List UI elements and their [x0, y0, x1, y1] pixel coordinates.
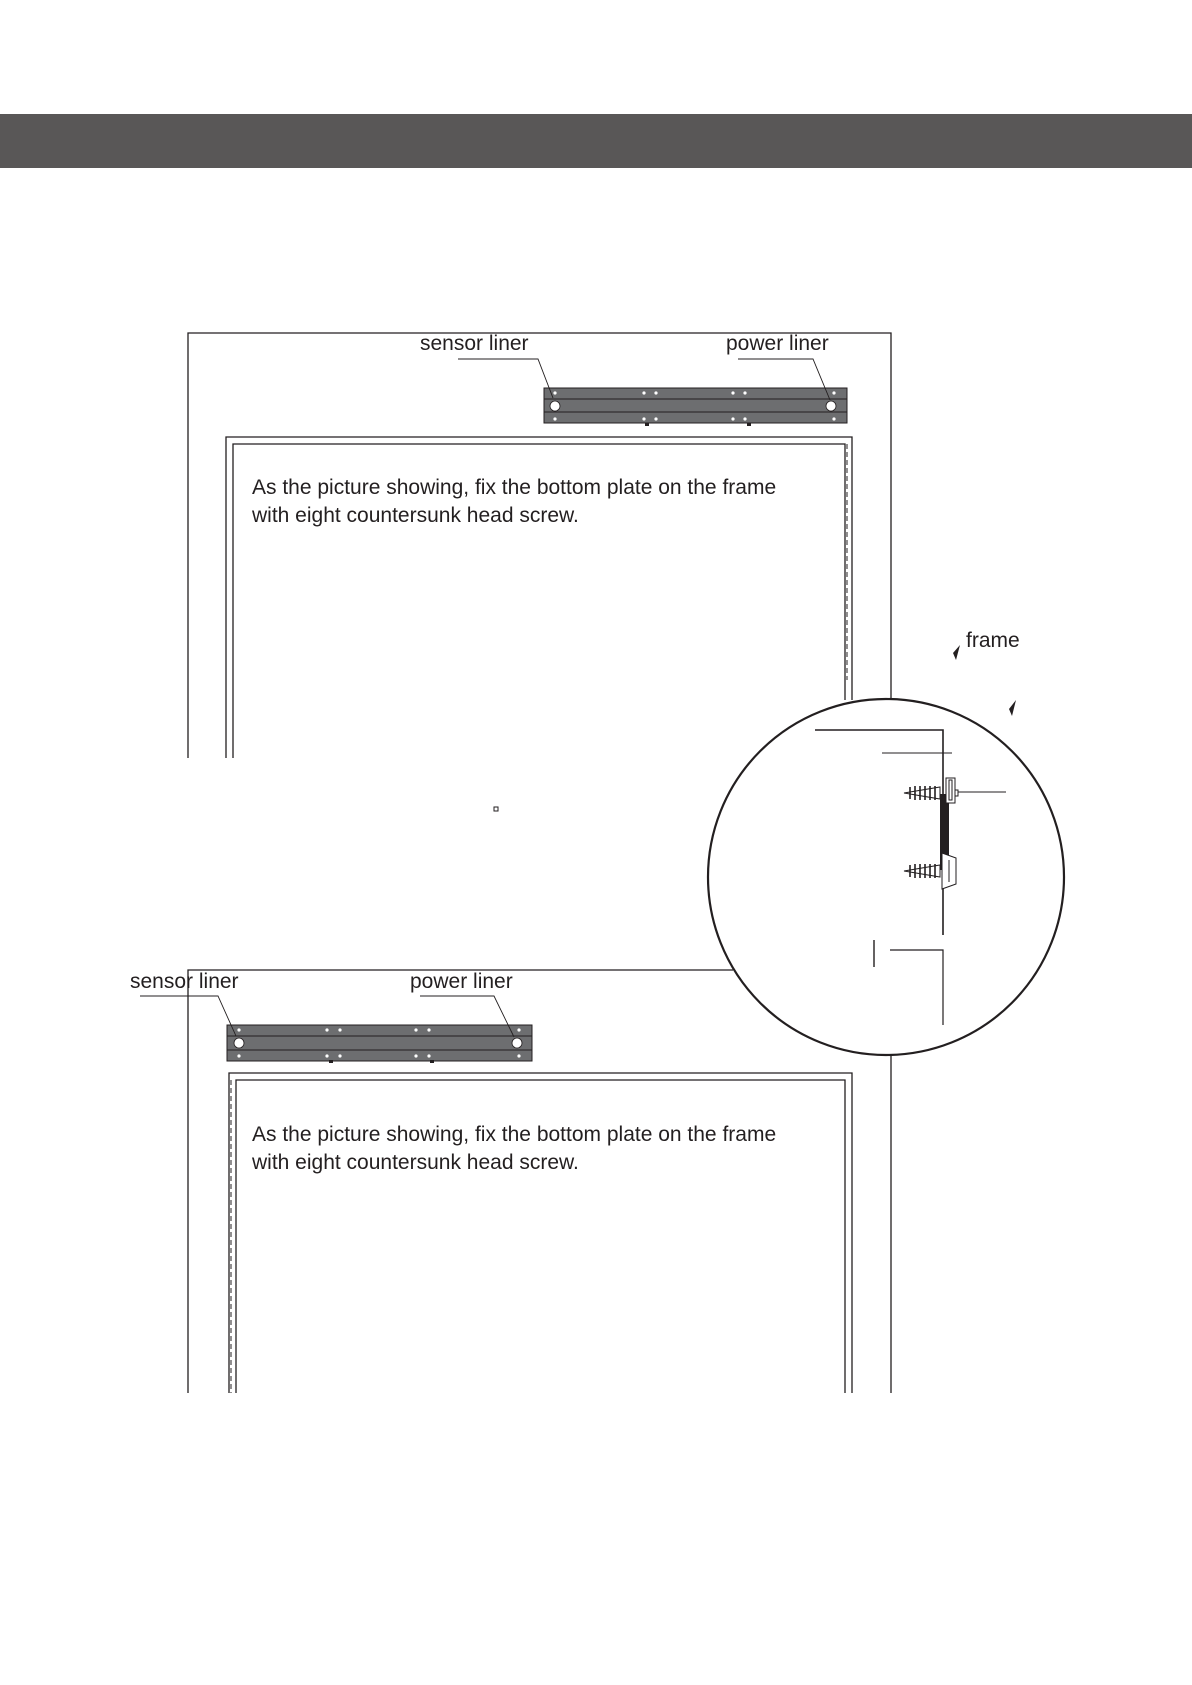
upper-sensor-liner-label: sensor liner	[420, 332, 529, 355]
upper-instruction	[252, 474, 776, 530]
lower-sensor-liner-label: sensor liner	[130, 970, 239, 993]
frame-arrows	[953, 645, 1016, 716]
upper-liner-bar	[544, 388, 847, 426]
upper-power-liner-label: power liner	[726, 332, 829, 355]
lower-instruction-line1: As the picture showing, fix the bottom plate on the frame	[252, 1123, 777, 1146]
frame-label: frame	[966, 629, 1020, 652]
lower-power-liner-label: power liner	[410, 970, 513, 993]
marker-square	[494, 807, 498, 811]
upper-instruction-line1: As the picture showing, fix the bottom plate on the frame	[252, 476, 777, 499]
lower-instruction-line2: with eight countersunk head screw.	[252, 1151, 579, 1174]
upper-instruction-line2: with eight countersunk head screw.	[252, 504, 579, 527]
lower-liner-bar	[227, 1025, 532, 1063]
detail-callout	[708, 699, 1064, 1055]
lower-instruction	[252, 1121, 776, 1177]
